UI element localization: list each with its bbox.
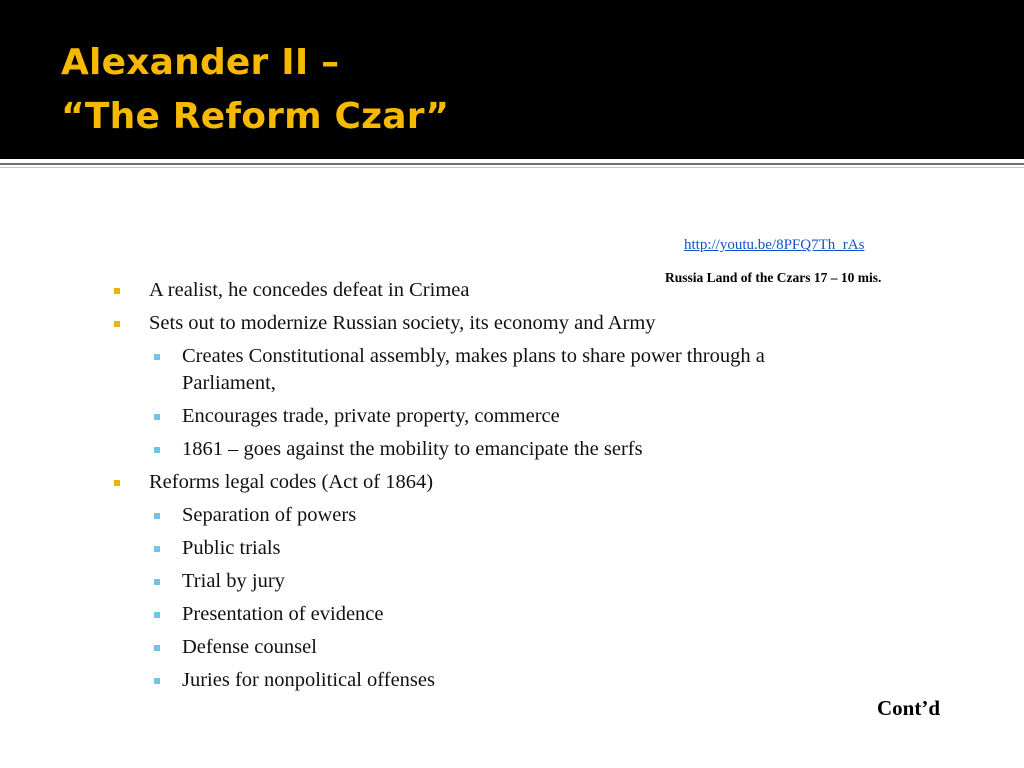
video-link[interactable]: http://youtu.be/8PFQ7Th_rAs [684, 237, 865, 253]
bullet-text: Sets out to modernize Russian society, its economy and Army [149, 312, 656, 334]
bullet-text: Reforms legal codes (Act of 1864) [149, 471, 434, 493]
bullet-text: Public trials [182, 537, 281, 559]
bullet-text: Trial by jury [182, 570, 285, 592]
continued-label: Cont’d [877, 696, 941, 720]
slide-title-line-1: Alexander II – [61, 42, 340, 83]
bullet-marker-square [114, 288, 120, 294]
subbullet-marker-square [154, 579, 160, 585]
subbullet-marker-square [154, 447, 160, 453]
bullet-text: Defense counsel [182, 636, 317, 658]
bullet-text: Creates Constitutional assembly, makes plans to share power through a [182, 345, 765, 367]
bullet-text-continued: Parliament, [182, 372, 276, 394]
bullet-marker-square [114, 480, 120, 486]
subbullet-marker-square [154, 513, 160, 519]
bullet-text: Separation of powers [182, 504, 357, 526]
subbullet-marker-square [154, 645, 160, 651]
divider-dark [0, 163, 1024, 165]
subbullet-marker-square [154, 612, 160, 618]
title-bar [0, 0, 1024, 159]
bullet-marker-square [114, 321, 120, 327]
subbullet-marker-square [154, 546, 160, 552]
bullet-text: 1861 – goes against the mobility to emancipate the serfs [182, 438, 643, 460]
source-note: Russia Land of the Czars 17 – 10 mis. [665, 270, 882, 285]
slide-title-line-2: “The Reform Czar” [61, 96, 450, 137]
bullet-text: A realist, he concedes defeat in Crimea [149, 279, 470, 301]
subbullet-marker-square [154, 414, 160, 420]
bullet-text: Juries for nonpolitical offenses [182, 669, 435, 691]
divider-light [0, 167, 1024, 168]
subbullet-marker-square [154, 354, 160, 360]
bullet-text: Presentation of evidence [182, 603, 384, 625]
subbullet-marker-square [154, 678, 160, 684]
bullet-text: Encourages trade, private property, commerce [182, 405, 560, 427]
